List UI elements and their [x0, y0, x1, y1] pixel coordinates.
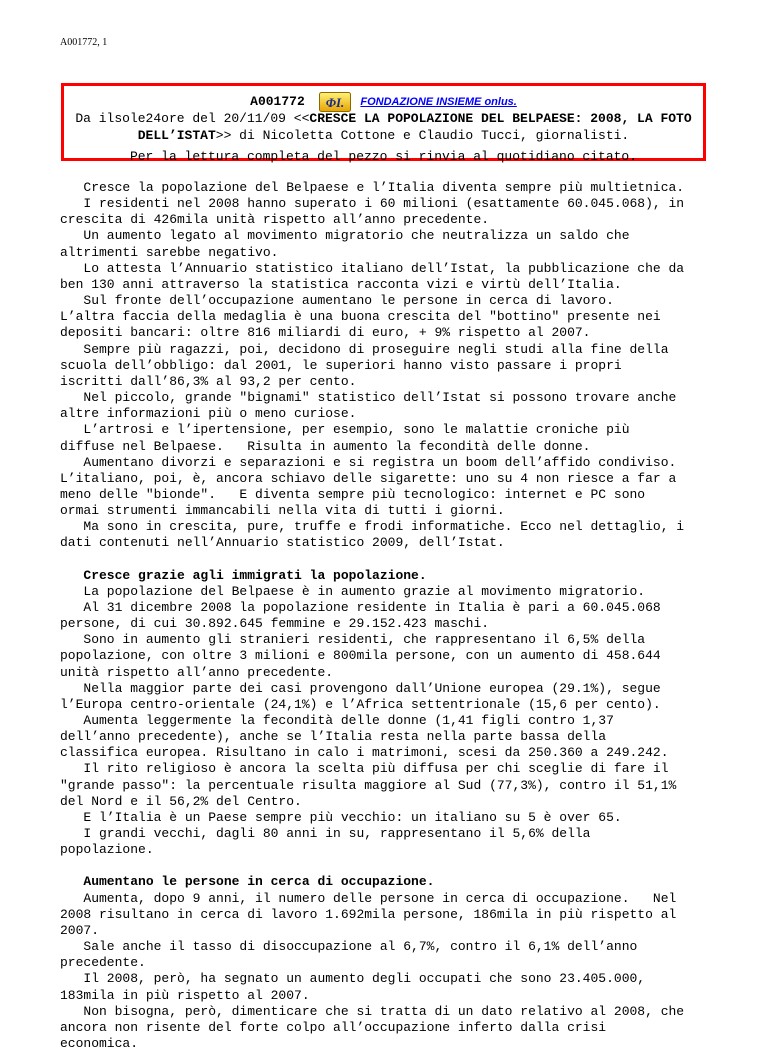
- text-line: Sono in aumento gli stranieri residenti, che rappresentano il 6,5% della: [60, 632, 646, 648]
- header-title-line: [64, 92, 703, 112]
- text-line: persone, di cui 30.892.645 femmine e 29.152.423 maschi.: [60, 616, 490, 632]
- text-line: I grandi vecchi, dagli 80 anni in su, rappresentano il 5,6% della: [60, 826, 591, 842]
- text-line: Ma sono in crescita, pure, truffe e frodi informatiche. Ecco nel dettaglio, i: [60, 519, 685, 535]
- section-occupazione: [60, 891, 720, 1052]
- text-line: Aumentano divorzi e separazioni e si registra un boom dell’affido condiviso.: [60, 454, 677, 470]
- text-line: dell’anno precedente), anche se l’Italia resta nella parte bassa della: [60, 729, 607, 745]
- text-line: classifica europea. Risultano in calo i matrimoni, scesi da 250.360 a 249.242.: [60, 745, 669, 761]
- text-line: Sul fronte dell’occupazione aumentano le persone in cerca di lavoro.: [60, 293, 614, 309]
- text-line: popolazione, con oltre 3 milioni e 800mila persone, con un aumento di 458.644: [60, 648, 661, 664]
- text-line: Il rito religioso è ancora la scelta più diffusa per chi sceglie di fare il: [60, 761, 669, 777]
- text-line: 2007.: [60, 922, 100, 938]
- text-line: l’Europa centro-orientale (24,1%) e l’Africa settentrionale (15,6 per cento).: [60, 696, 661, 712]
- text-line: iscritti dall’86,3% al 93,2 per cento.: [60, 373, 357, 389]
- text-line: Sale anche il tasso di disoccupazione al 6,7%, contro il 6,1% dell’anno: [60, 939, 638, 955]
- text-line: del Nord e il 56,2% del Centro.: [60, 793, 302, 809]
- text-line: E l’Italia è un Paese sempre più vecchio: un italiano su 5 è over 65.: [60, 809, 622, 825]
- text-line: Al 31 dicembre 2008 la popolazione residente in Italia è pari a 60.045.068: [60, 599, 661, 615]
- document-code: A001772: [250, 94, 305, 109]
- text-line: depositi bancari: oltre 816 miliardi di euro, + 9% rispetto al 2007.: [60, 325, 591, 341]
- text-line: ben 130 anni attraverso la statistica racconta vizi e virtù dell’Italia.: [60, 276, 622, 292]
- text-line: L’altra faccia della medaglia è una buona crescita del "bottino" presente nei: [60, 309, 661, 325]
- text-line: Il 2008, però, ha segnato un aumento degli occupati che sono 23.405.000,: [60, 971, 646, 987]
- fondazione-insieme-logo-icon: [319, 92, 351, 112]
- section-popolazione: [60, 584, 720, 859]
- text-line: popolazione.: [60, 842, 154, 858]
- article-body: [60, 180, 720, 1052]
- text-line: Nella maggior parte dei casi provengono dall’Unione europea (29.1%), segue: [60, 680, 661, 696]
- text-line: meno delle "bionde". E diventa sempre più tecnologico: internet e PC sono: [60, 486, 646, 502]
- headline-part1: CRESCE LA POPOLAZIONE DEL BELPAESE: 2008, LA FOTO: [309, 111, 692, 126]
- source-prefix: Da ilsole24ore del 20/11/09 <<: [75, 111, 310, 126]
- text-line: economica.: [60, 1035, 139, 1051]
- text-line: Aumenta, dopo 9 anni, il numero delle persone in cerca di occupazione. Nel: [60, 890, 677, 906]
- text-line: 183mila in più rispetto al 2007.: [60, 987, 310, 1003]
- intro-section: [60, 180, 720, 552]
- text-line: scuola dell’obbligo: dal 2001, le superiori hanno visto passare i propri: [60, 357, 622, 373]
- text-line: ancora non risente del forte colpo all’occupazione inferto dalla crisi: [60, 1019, 607, 1035]
- headline-part2: DELL’ISTAT: [137, 128, 216, 143]
- section-title-occupazione: Aumentano le persone in cerca di occupazione.: [60, 874, 435, 890]
- header-source-line: [64, 110, 703, 144]
- text-line: Sempre più ragazzi, poi, decidono di proseguire negli studi alla fine della: [60, 341, 669, 357]
- text-line: Nel piccolo, grande "bignami" statistico dell’Istat si possono trovare anche: [60, 390, 677, 406]
- text-line: diffuse nel Belpaese. Risulta in aumento la fecondità delle donne.: [60, 438, 591, 454]
- article-header-box: [61, 83, 706, 164]
- text-line: Non bisogna, però, dimenticare che si tratta di un dato relativo al 2008, che: [60, 1003, 685, 1019]
- authors-line: >> di Nicoletta Cottone e Claudio Tucci, giornalisti.: [215, 128, 630, 143]
- text-line: La popolazione del Belpaese è in aumento grazie al movimento migratorio.: [60, 583, 646, 599]
- header-note: Per la lettura completa del pezzo si rinvia al quotidiano citato.: [129, 149, 638, 164]
- text-line: L’italiano, poi, è, ancora schiavo delle sigarette: uno su 4 non riesce a far a: [60, 470, 677, 486]
- svg-text:ΦI.: ΦI.: [325, 95, 344, 110]
- text-line: Cresce la popolazione del Belpaese e l’Italia diventa sempre più multietnica.: [60, 180, 685, 195]
- text-line: crescita di 426mila unità rispetto all’anno precedente.: [60, 212, 490, 228]
- text-line: altrimenti sarebbe negativo.: [60, 244, 279, 260]
- text-line: Un aumento legato al movimento migratorio che neutralizza un saldo che: [60, 228, 630, 244]
- text-line: ormai strumenti immancabili nella vita di tutti i giorni.: [60, 503, 505, 519]
- text-line: dati contenuti nell’Annuario statistico 2009, dell’Istat.: [60, 535, 505, 551]
- section-title-popolazione: Cresce grazie agli immigrati la popolazione.: [60, 567, 427, 583]
- text-line: Lo attesta l’Annuario statistico italiano dell’Istat, la pubblicazione che da: [60, 260, 685, 276]
- text-line: "grande passo": la percentuale risulta maggiore al Sud (77,3%), contro il 51,1%: [60, 777, 677, 793]
- page-reference: A001772, 1: [60, 37, 108, 48]
- text-line: unità rispetto all’anno precedente.: [60, 664, 334, 680]
- text-line: 2008 risultano in cerca di lavoro 1.692mila persone, 186mila in più rispetto al: [60, 906, 677, 922]
- text-line: altre informazioni più o meno curiose.: [60, 406, 357, 422]
- text-line: L’artrosi e l’ipertensione, per esempio, sono le malattie croniche più: [60, 422, 630, 438]
- text-line: I residenti nel 2008 hanno superato i 60 milioni (esattamente 60.045.068), in: [60, 196, 685, 212]
- text-line: precedente.: [60, 955, 146, 971]
- text-line: Aumenta leggermente la fecondità delle donne (1,41 figli contro 1,37: [60, 713, 614, 728]
- foundation-link[interactable]: FONDAZIONE INSIEME onlus.: [360, 96, 517, 108]
